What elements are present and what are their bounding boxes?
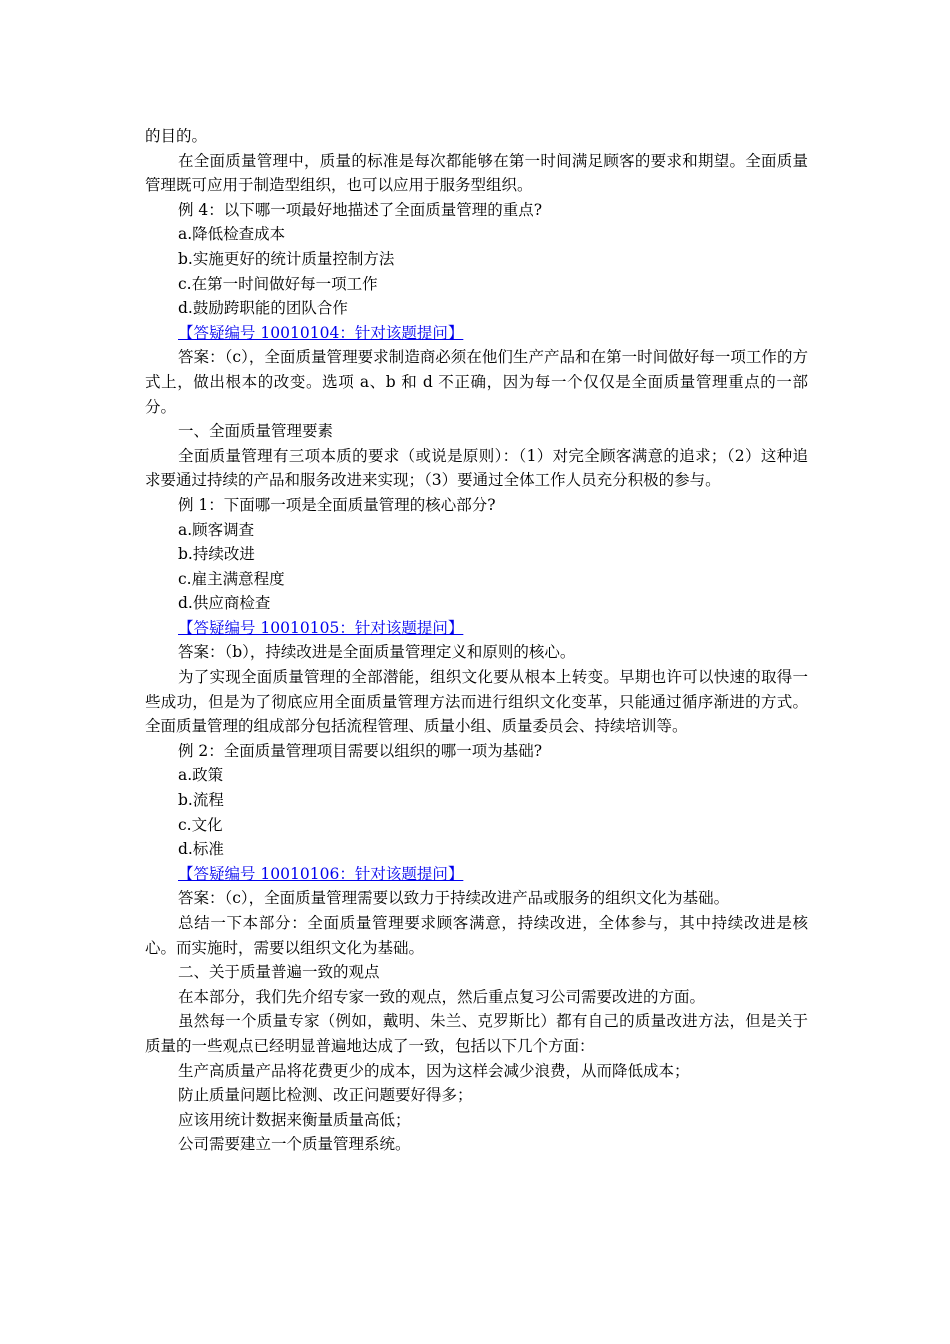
paragraph-expert-consensus: 虽然每一个质量专家（例如，戴明、朱兰、克罗斯比）都有自己的质量改进方法，但是关于质量的一些观点已经明显普遍地达成了一致，包括以下几个方面： xyxy=(145,1012,808,1055)
example-2-option-b: b.流程 xyxy=(178,791,224,810)
example-1-option-c: c.雇主满意程度 xyxy=(178,569,285,588)
example-2-question: 例 2：全面质量管理项目需要以组织的哪一项为基础? xyxy=(178,741,543,760)
section-2-heading: 二、关于质量普遍一致的观点 xyxy=(178,963,380,982)
example-4-answer: 答案：（c），全面质量管理要求制造商必须在他们生产产品和在第一时间做好每一项工作的方式上，做出根本的改变。选项 a、b 和 d 不正确，因为每一个仅仅是全面质量管理重点的一部分。 xyxy=(145,348,808,416)
paragraph-summary: 总结一下本部分：全面质量管理要求顾客满意，持续改进，全体参与，其中持续改进是核心。而实施时，需要以组织文化为基础。 xyxy=(145,914,808,957)
example-1-option-a: a.顾客调查 xyxy=(178,520,255,539)
paragraph-quality-standard: 在全面质量管理中，质量的标准是每次都能够在第一时间满足顾客的要求和期望。全面质量管理既可应用于制造型组织，也可以应用于服务型组织。 xyxy=(145,151,808,195)
example-2-option-a: a.政策 xyxy=(178,766,224,785)
example-1-answer: 答案：（b），持续改进是全面质量管理定义和原则的核心。 xyxy=(178,643,576,662)
consensus-point-4: 公司需要建立一个质量管理系统。 xyxy=(178,1135,411,1154)
example-4-qa-link[interactable]: 【答疑编号 10010104：针对该题提问】 xyxy=(178,323,464,342)
example-4-option-a: a.降低检查成本 xyxy=(178,225,286,244)
paragraph-section-intro: 在本部分，我们先介绍专家一致的观点，然后重点复习公司需要改进的方面。 xyxy=(178,987,706,1006)
example-2-qa-link[interactable]: 【答疑编号 10010106：针对该题提问】 xyxy=(178,864,464,883)
consensus-point-1: 生产高质量产品将花费更少的成本，因为这样会减少浪费，从而降低成本； xyxy=(178,1061,690,1080)
example-4-option-d: d.鼓励跨职能的团队合作 xyxy=(178,299,348,318)
example-2-answer: 答案：（c），全面质量管理需要以致力于持续改进产品或服务的组织文化为基础。 xyxy=(178,889,730,908)
example-1-option-d: d.供应商检查 xyxy=(178,594,271,613)
example-2-option-d: d.标准 xyxy=(178,840,224,859)
example-1-question: 例 1：下面哪一项是全面质量管理的核心部分? xyxy=(178,495,496,514)
example-4-question: 例 4：以下哪一项最好地描述了全面质量管理的重点? xyxy=(178,200,543,219)
consensus-point-2: 防止质量问题比检测、改正问题要好得多； xyxy=(178,1086,473,1105)
section-1-heading: 一、全面质量管理要素 xyxy=(178,422,334,441)
example-2-qa-link-row xyxy=(145,862,808,887)
consensus-point-3: 应该用统计数据来衡量质量高低； xyxy=(178,1110,411,1129)
example-4-qa-link-row xyxy=(145,321,808,346)
paragraph-three-requirements: 全面质量管理有三项本质的要求（或说是原则）：（1）对完全顾客满意的追求；（2）这种追求要通过持续的产品和服务改进来实现；（3）要通过全体工作人员充分积极的参与。 xyxy=(145,446,808,490)
example-1-option-b: b.持续改进 xyxy=(178,545,255,564)
paragraph-organizational-culture: 为了实现全面质量管理的全部潜能，组织文化要从根本上转变。早期也许可以快速的取得一些成功，但是为了彻底应用全面质量管理方法而进行组织文化变革，只能通过循序渐进的方式。全面质量管理的组成部分包括流程管理、质量小组、质量委员会、持续培训等。 xyxy=(145,668,808,736)
example-4-option-c: c.在第一时间做好每一项工作 xyxy=(178,274,378,293)
example-4-option-b: b.实施更好的统计质量控制方法 xyxy=(178,249,395,268)
example-1-qa-link-row xyxy=(145,616,808,641)
paragraph-continuation: 的目的。 xyxy=(145,127,208,145)
document-page xyxy=(145,124,808,1157)
example-1-qa-link[interactable]: 【答疑编号 10010105：针对该题提问】 xyxy=(178,618,464,637)
example-2-option-c: c.文化 xyxy=(178,815,223,834)
